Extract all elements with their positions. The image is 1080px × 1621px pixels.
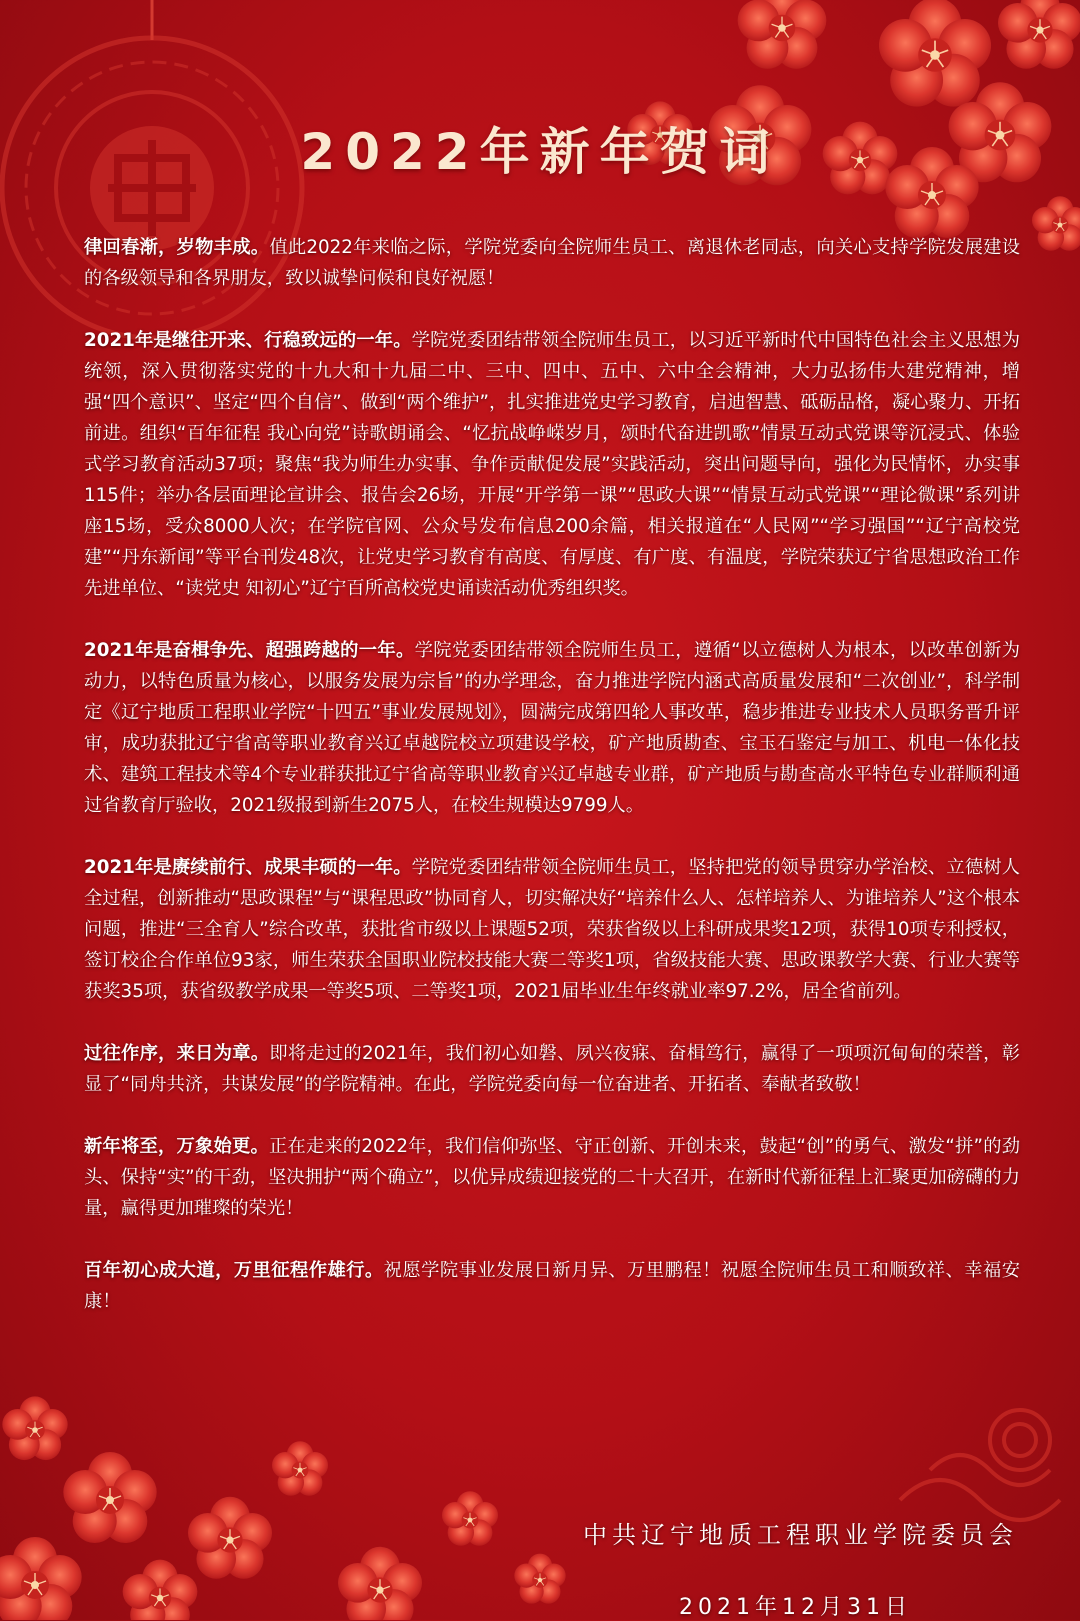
paragraph-lead: 律回春渐，岁物丰成。: [84, 237, 270, 258]
paragraph-text: 值此2022年来临之际，学院党委向全院师生员工、离退休老同志，向关心支持学院发展建设的各级领导和各界朋友，致以诚挚问候和良好祝愿！: [84, 237, 1020, 289]
paragraph-lead: 2021年是赓续前行、成果丰硕的一年。: [84, 857, 412, 878]
cloud-swirl: [900, 1410, 1060, 1520]
paragraph-lead: 百年初心成大道，万里征程作雄行。: [84, 1260, 384, 1281]
paragraph-lead: 2021年是奋楫争先、超强跨越的一年。: [84, 640, 415, 661]
paragraph-text: 即将走过的2021年，我们初心如磐、夙兴夜寐、奋楫笃行，赢得了一项项沉甸甸的荣誉，彰显了“同舟共济，共谋发展”的学院精神。在此，学院党委向每一位奋进者、开拓者、奉献者致敬！: [84, 1043, 1020, 1095]
paragraph-text: 祝愿学院事业发展日新月异、万里鹏程！祝愿全院师生员工和顺致祥、幸福安康！: [84, 1260, 1021, 1312]
paragraph-text: 正在走来的2022年，我们信仰弥坚、守正创新、开创未来，鼓起“创”的勇气、激发“拼”的劲头、保持“实”的干劲，坚决拥护“两个确立”，以优异成绩迎接党的二十大召开，在新时代新征程上汇聚更加磅礴的力量，赢得更加璀璨的荣光！: [84, 1136, 1020, 1219]
signature-date: 2021年12月31日: [679, 1595, 912, 1620]
paragraph: [84, 1131, 1020, 1224]
page-title: 2022年新年贺词: [300, 123, 780, 181]
plum-flowers-bottom-left: [0, 1396, 566, 1620]
paragraph: [84, 232, 1020, 294]
paragraph-text: 学院党委团结带领全院师生员工，以习近平新时代中国特色社会主义思想为统领，深入贯彻落实党的十九大和十九届二中、三中、四中、五中、六中全会精神，大力弘扬伟大建党精神，增强“四个意识”、坚定“四个自信”、做到“两个维护”，扎实推进党史学习教育，启迪智慧、砥砺品格，凝心聚力、开拓前进。组织“百年征程 我心向党”诗歌朗诵会、“忆抗战峥嵘岁月，颂时代奋进凯歌”情景互动式党课等沉浸式、体验式学习教育活动37项；聚焦“我为师生办实事、争作贡献促发展”实践活动，突出问题导向，强化为民情怀，办实事115件；举办各层面理论宣讲会、报告会26场，开展“开学第一课”“思政大课”“情景互动式党课”“理论微课”系列讲座15场，受众8000人次；在学院官网、公众号发布信息200余篇，相关报道在“人民网”“学习强国”“辽宁高校党建”“丹东新闻”等平台刊发48次，让党史学习教育有高度、有厚度、有广度、有温度，学院荣获辽宁省思想政治工作先进单位、“读党史 知初心”辽宁百所高校党史诵读活动优秀组织奖。: [84, 330, 1020, 599]
paragraph-lead: 2021年是继往开来、行稳致远的一年。: [84, 330, 412, 351]
paragraph: [84, 1038, 1020, 1100]
paragraph-lead: 过往作序，来日为章。: [84, 1043, 270, 1064]
paragraph: [84, 1255, 1020, 1317]
signature: 中共辽宁地质工程职业学院委员会: [583, 1521, 1018, 1549]
paragraph: [84, 852, 1020, 1007]
greeting-body: [84, 232, 1020, 1348]
paragraph-text: 学院党委团结带领全院师生员工，坚持把党的领导贯穿办学治校、立德树人全过程，创新推动“思政课程”与“课程思政”协同育人，切实解决好“培养什么人、怎样培养人、为谁培养人”这个根本问题，推进“三全育人”综合改革，获批省市级以上课题52项，荣获省级以上科研成果奖12项，获得10项专利授权，签订校企合作单位93家，师生荣获全国职业院校技能大赛二等奖1项，省级技能大赛、思政课教学大赛、行业大赛等获奖35项，获省级教学成果一等奖5项、二等奖1项，2021届毕业生年终就业率97.2%，居全省前列。: [84, 857, 1020, 1002]
paragraph-text: 学院党委团结带领全院师生员工，遵循“以立德树人为根本，以改革创新为动力，以特色质量为核心，以服务发展为宗旨”的办学理念，奋力推进学院内涵式高质量发展和“二次创业”，科学制定《辽宁地质工程职业学院“十四五”事业发展规划》，圆满完成第四轮人事改革，稳步推进专业技术人员职务晋升评审，成功获批辽宁省高等职业教育兴辽卓越院校立项建设学校，矿产地质勘查、宝玉石鉴定与加工、机电一体化技术、建筑工程技术等4个专业群获批辽宁省高等职业教育兴辽卓越专业群，矿产地质与勘查高水平特色专业群顺利通过省教育厅验收，2021级报到新生2075人，在校生规模达9799人。: [84, 640, 1020, 816]
paragraph-lead: 新年将至，万象始更。: [84, 1136, 269, 1157]
paragraph: [84, 635, 1020, 821]
paragraph: [84, 325, 1020, 604]
